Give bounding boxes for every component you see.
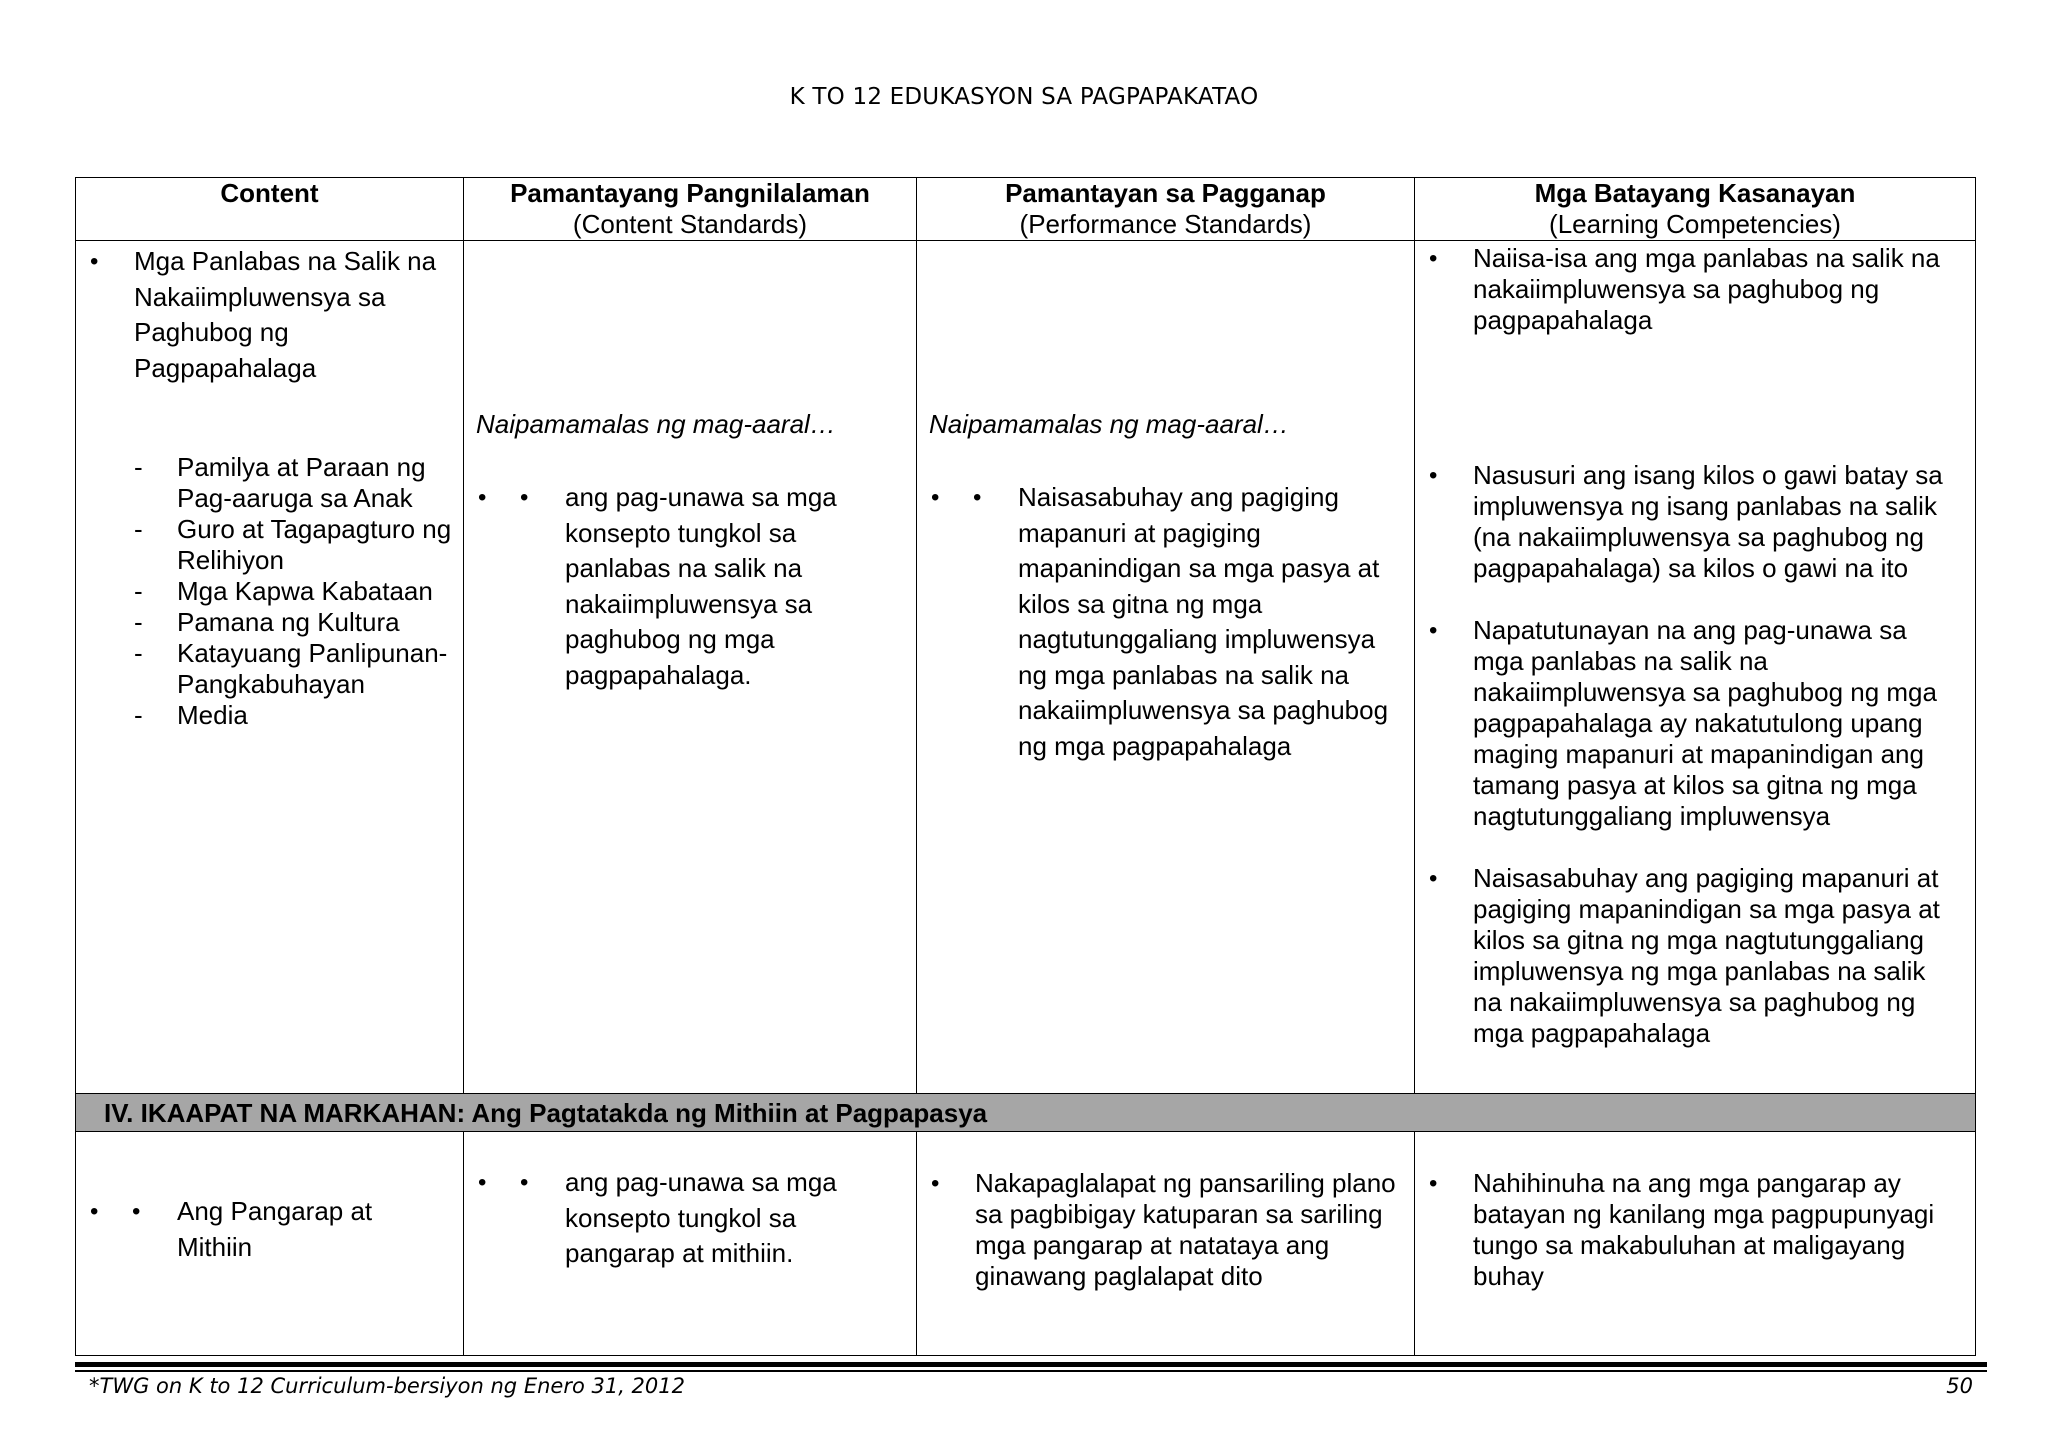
header-learning-competencies-subtitle: (Learning Competencies)	[1549, 209, 1841, 239]
header-content-standards-title: Pamantayang Pangnilalaman	[510, 178, 870, 208]
list-item: • Napatutunayan na ang pag-unawa sa mga panlabas na salik na nakaiimpluwensya sa paghubog ng mga pagpapahalaga ay nakatutulong upang maging mapanuri at mapanindigan ang tamang pasya at kilos sa gitna ng mga nagtutunggaliang impluwensya	[1415, 615, 1961, 832]
table-row	[76, 241, 1976, 1094]
header-learning-competencies	[1415, 178, 1976, 241]
content-standard-text: ang pag-unawa sa mga konsepto tungkol sa panlabas na salik na nakaiimpluwensya sa paghubog ng mga pagpapahalaga.	[565, 482, 837, 690]
content-standard-intro: Naipamamalas ng mag-aaral…	[476, 409, 836, 439]
list-item: • Naisasabuhay ang pagiging mapanuri at pagiging mapanindigan sa mga pasya at kilos sa gitna ng mga nagtutunggaliang impluwensya ng mga panlabas na salik na nakaiimpluwensya sa paghubog ng mga pagpapahalaga	[1415, 863, 1961, 1049]
content-topic-text: Ang Pangarap at Mithiin	[177, 1196, 373, 1262]
document-title: K TO 12 EDUKASYON SA PAGPAPAKATAO	[789, 84, 1259, 110]
curriculum-table	[75, 177, 1976, 1356]
performance-standard-item	[917, 480, 1396, 764]
header-performance-standards	[917, 178, 1415, 241]
content-standard-text: ang pag-unawa sa mga konsepto tungkol sa pangarap at mithiin.	[565, 1167, 837, 1268]
content-subtopic-list	[76, 452, 463, 731]
competencies-cell	[1415, 1132, 1976, 1356]
list-item: - Media	[76, 700, 455, 731]
content-standard-cell	[464, 1132, 917, 1356]
performance-standard-intro: Naipamamalas ng mag-aaral…	[929, 409, 1289, 439]
competencies-list	[1415, 243, 1975, 1049]
bullet-icon: • •	[132, 1198, 141, 1225]
performance-standard-list	[917, 1168, 1414, 1292]
content-topic-list	[76, 1194, 463, 1265]
bullet-icon: • •	[520, 484, 529, 511]
footer-source-note: *TWG on K to 12 Curriculum-bersiyon ng Enero 31, 2012	[89, 1374, 685, 1398]
bullet-icon: • •	[973, 484, 982, 511]
footer-rule-thick	[75, 1362, 1987, 1367]
list-item: - Katayuang Panlipunan-Pangkabuhayan	[76, 638, 455, 700]
performance-standard-list	[917, 480, 1414, 764]
table-row	[76, 1132, 1976, 1356]
content-standard-cell	[464, 241, 917, 1094]
footer-rule-thin	[75, 1370, 1987, 1372]
performance-standard-cell	[917, 241, 1415, 1094]
list-item: • Nasusuri ang isang kilos o gawi batay sa impluwensya ng isang panlabas na salik (na nakaiimpluwensya sa paghubog ng pagpapahalaga) sa kilos o gawi na ito	[1415, 460, 1961, 584]
competencies-list	[1415, 1168, 1975, 1292]
quarter-heading-row	[76, 1094, 1976, 1132]
header-content-standards	[464, 178, 917, 241]
content-cell	[76, 1132, 464, 1356]
header-learning-competencies-title: Mga Batayang Kasanayan	[1534, 178, 1856, 208]
table-header-row	[76, 178, 1976, 241]
content-topic	[76, 1194, 453, 1265]
list-item: • Nahihinuha na ang mga pangarap ay batayan ng kanilang mga pagpupunyagi tungo sa makabuluhan at maligayang buhay	[1415, 1168, 1961, 1292]
performance-standard-cell	[917, 1132, 1415, 1356]
list-item: • Naiisa-isa ang mga panlabas na salik na nakaiimpluwensya sa paghubog ng pagpapahalaga	[1415, 243, 1961, 336]
content-standard-list	[464, 1165, 916, 1272]
list-item: - Guro at Tagapagturo ng Relihiyon	[76, 514, 455, 576]
content-standard-item	[464, 480, 896, 693]
competencies-cell	[1415, 241, 1976, 1094]
header-content	[76, 178, 464, 241]
list-item: - Pamana ng Kultura	[76, 607, 455, 638]
content-topic: • Mga Panlabas na Salik na Nakaiimpluwensya sa Paghubog ng Pagpapahalaga	[76, 244, 453, 386]
content-cell	[76, 241, 464, 1094]
performance-standard-item: • Nakapaglalapat ng pansariling plano sa pagbibigay katuparan sa sariling mga pangarap at natataya ang ginawang paglalapat dito	[917, 1168, 1396, 1292]
header-performance-standards-title: Pamantayan sa Pagganap	[1005, 178, 1326, 208]
bullet-icon: • •	[520, 1169, 529, 1196]
header-content-standards-subtitle: (Content Standards)	[572, 209, 808, 239]
list-item: - Pamilya at Paraan ng Pag-aaruga sa Anak	[76, 452, 455, 514]
performance-standard-text: Naisasabuhay ang pagiging mapanuri at pagiging mapanindigan sa mga pasya at kilos sa gitna ng mga nagtutunggaliang impluwensya ng mga panlabas na salik na nakaiimpluwensya sa paghubog ng mga pagpapahalaga	[1018, 482, 1389, 761]
content-topic-list	[76, 244, 463, 386]
list-item: - Mga Kapwa Kabataan	[76, 576, 455, 607]
header-performance-standards-subtitle: (Performance Standards)	[1019, 209, 1312, 239]
header-content-title: Content	[220, 178, 319, 208]
content-standard-list	[464, 480, 916, 693]
content-standard-item	[464, 1165, 896, 1272]
quarter-heading: IV. IKAAPAT NA MARKAHAN: Ang Pagtatakda ng Mithiin at Pagpapasya	[76, 1094, 1976, 1132]
page-number: 50	[1946, 1374, 1973, 1398]
